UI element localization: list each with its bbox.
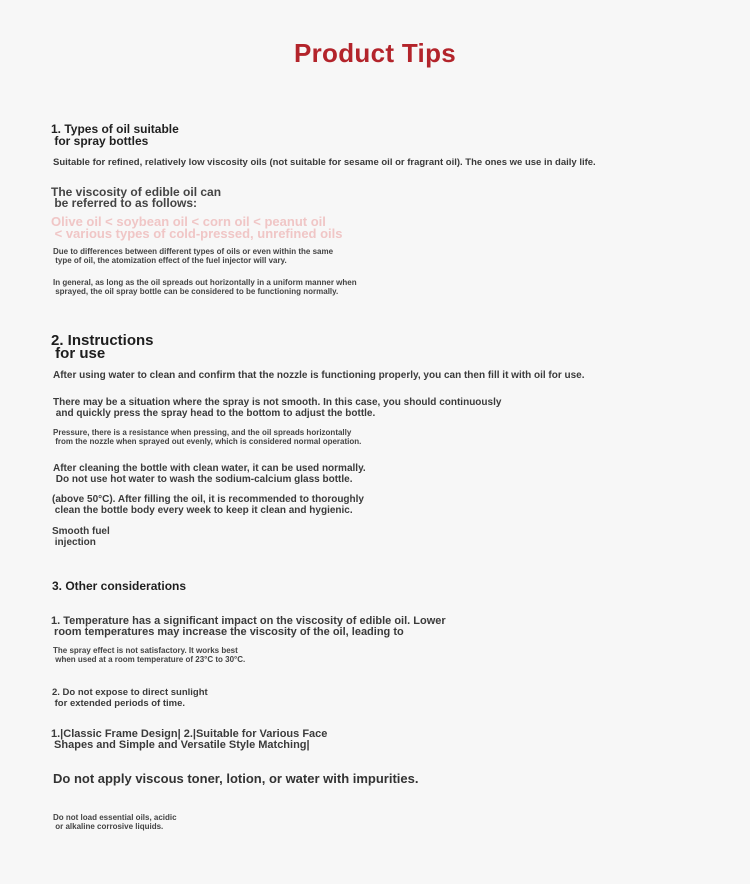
section3-frame-design-text: 1.|Classic Frame Design| 2.|Suitable for Various Face Shapes and Simple and Versatile Style Matching| (51, 728, 328, 751)
section2-not-smooth-text: There may be a situation where the spray is not smooth. In this case, you should continuously and quickly press the spray head to the bottom to adjust the bottle. (53, 397, 502, 419)
section3-spray-effect-text: The spray effect is not satisfactory. It works best when used at a room temperature of 23°C to 30°C. (53, 646, 246, 664)
section3-viscous-warning: Do not apply viscous toner, lotion, or water with impurities. (53, 771, 419, 786)
section1-general-note: In general, as long as the oil spreads out horizontally in a uniform manner when sprayed, the oil spray bottle can be considered to be functioning normally. (53, 278, 357, 296)
page-title: Product Tips (293, 38, 457, 68)
section3-heading: 3. Other considerations (52, 579, 187, 593)
section1-heading: 1. Types of oil suitable for spray bottles (51, 122, 179, 148)
section2-after-water-text: After using water to clean and confirm that the nozzle is functioning properly, you can then fill it with oil for use. (53, 370, 585, 381)
section2-smooth-fuel-text: Smooth fuel injection (52, 526, 110, 548)
section1-viscosity-heading: The viscosity of edible oil can be referred to as follows: (51, 185, 222, 210)
section2-above50-text: (above 50°C). After filling the oil, it is recommended to thoroughly clean the bottle body every week to keep it clean and hygienic. (52, 494, 364, 516)
section1-suitable-text: Suitable for refined, relatively low viscosity oils (not suitable for sesame oil or fragrant oil). The ones we use in daily life. (53, 157, 596, 168)
section3-temperature-text: 1. Temperature has a significant impact on the viscosity of edible oil. Lower room temperatures may increase the viscosity of the oil, leading to (51, 615, 446, 638)
section2-heading: 2. Instructions for use (51, 332, 154, 362)
oil-ranking-text: Olive oil < soybean oil < corn oil < peanut oil < various types of cold-pressed, unrefined oils (51, 214, 343, 241)
section1-difference-note: Due to differences between different types of oils or even within the same type of oil, the atomization effect of the fuel injector will vary. (53, 247, 334, 265)
section3-essential-oils-text: Do not load essential oils, acidic or alkaline corrosive liquids. (53, 813, 177, 831)
section3-sunlight-text: 2. Do not expose to direct sunlight for extended periods of time. (52, 687, 208, 709)
section2-cleaning-text: After cleaning the bottle with clean water, it can be used normally. Do not use hot water to wash the sodium-calcium glass bottle. (53, 463, 366, 485)
section2-pressure-text: Pressure, there is a resistance when pressing, and the oil spreads horizontally from the nozzle when sprayed out evenly, which is considered normal operation. (53, 428, 362, 446)
